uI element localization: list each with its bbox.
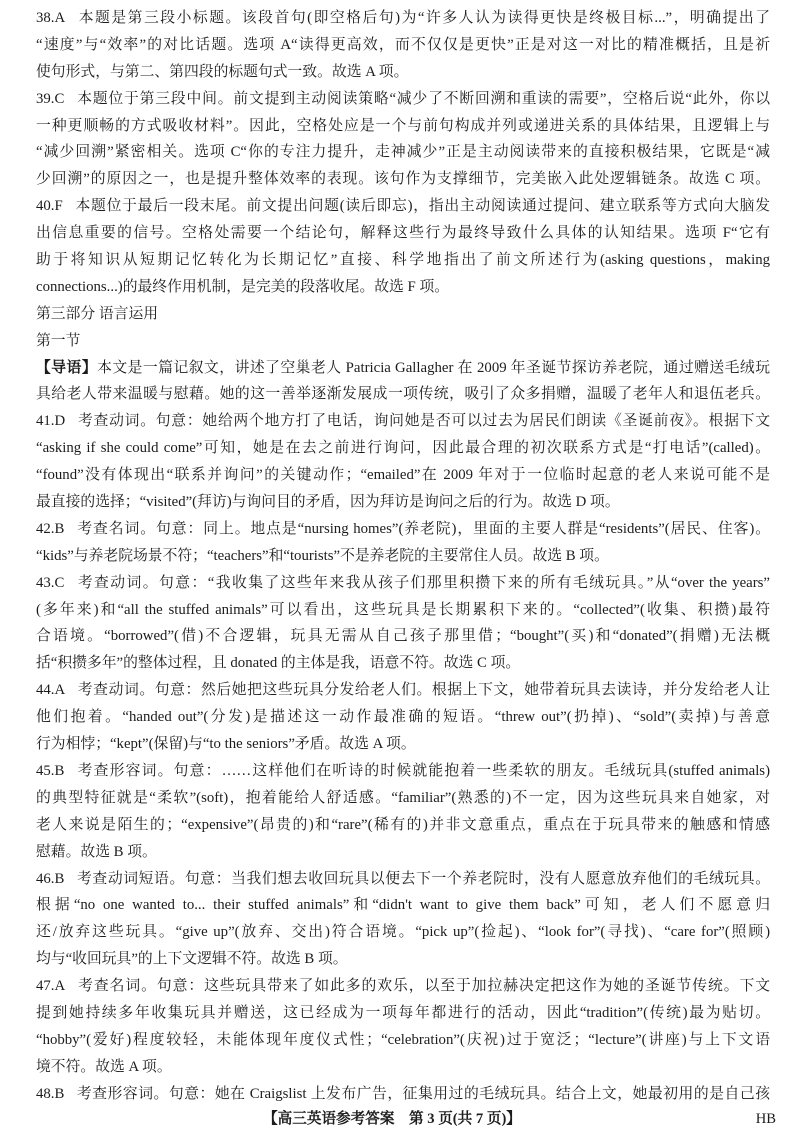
answer-43-line-4: 括“积攒多年”的整体过程，且 donated 的主体是我，语意不符。故选 C 项。 [36,655,521,672]
answer-43-line-3: 合语境。“borrowed”(借)不合逻辑，玩具无需从自己孩子那里借；“bought”(买)和“donated”(捐赠)无法概 [36,628,770,645]
answer-45-line-3: 老人来说是陌生的；“expensive”(昂贵的)和“rare”(稀有的)并非文意重点，重点在于玩具带来的触感和情感 [36,816,770,833]
answer-text: 本题位于第三段中间。前文提到主动阅读策略“减少了不断回溯和重读的需要”，空格后说“此外，你以 [76,90,770,107]
answer-text: 本题是第三段小标题。该段首句(即空格后句)为“许多人认为读得更快是终极目标...”，明确提出了 [77,10,770,26]
answer-41-line-3: “found”没有体现出“联系并询问”的关键动作；“emailed”在 2009 年对于一位临时起意的老人来说可能不是 [36,467,770,484]
answer-text: 考查动词。句意：她给两个地方打了电话，询问她是否可以过去为居民们朗读《圣诞前夜》。根据下文 [77,413,770,430]
intro-paragraph [36,355,770,409]
intro-line-2: 具给老人带来温暖与慰藉。她的这一善举逐渐发展成一项传统，吸引了众多捐赠，温暖了老年人和退伍老兵。 [36,386,770,403]
answer-38 [36,5,770,86]
page-footer [0,1108,800,1130]
answer-number: 44.A [36,682,66,699]
answer-48-line-1 [36,1081,770,1108]
section-heading: 第一节 [36,332,81,349]
answer-46-line-2: 根据“no one wanted to... their stuffed animals”和“didn't want to give them back”可知，老人们不愿意归 [36,897,770,914]
answer-40 [36,193,770,301]
answer-41-line-2: “asking if she could come”可知，她是在去之前进行询问，因此最合理的初次联系方式是“打电话”(called)。 [36,440,770,457]
answer-42-line-1 [36,516,770,543]
answer-43-line-2: (多年来)和“all the stuffed animals”可以看出，这些玩具是长期累积下来的。“collected”(收集、积攒)最符 [36,601,770,618]
answer-39-line-2: 一种更顺畅的方式吸收材料”。因此，空格处应是一个与前句构成并列或递进关系的具体结果，且逻辑上与 [36,117,770,134]
answer-44-line-3: 行为相悖；“kept”(保留)与“to the seniors”矛盾。故选 A 项。 [36,736,416,753]
answer-41 [36,408,770,516]
answer-44 [36,677,770,758]
answer-39-line-3: “减少回溯”紧密相关。选项 C“你的专注力提升，走神减少”正是主动阅读带来的直接积极结果，它既是“减 [36,144,770,161]
answer-47-line-3: “hobby”(爱好)程度较轻，未能体现年度仪式性；“celebration”(庆祝)过于宽泛；“lecture”(讲座)与上下文语 [36,1031,770,1048]
answer-48 [36,1081,770,1108]
intro-label: 【导语】 [36,359,98,376]
answer-number: 46.B [36,870,65,887]
answer-47-line-1 [36,973,770,1000]
answer-text: 考查名词。句意：这些玩具带来了如此多的欢乐，以至于加拉赫决定把这作为她的圣诞节传统。下文 [77,978,770,995]
answer-46 [36,866,770,974]
answer-number: 42.B [36,520,65,537]
answer-text: 考查动词。句意：然后她把这些玩具分发给老人们。根据上下文，她带着玩具去读诗，并分发给老人让 [77,682,770,699]
footer-code: HB [755,1111,776,1127]
answer-38-line-1 [36,5,770,32]
answer-40-line-2: 出信息重要的信号。空格处需要一个结论句，解释这些行为最终导致什么具体的认知结果。选项 F“它有 [36,225,770,242]
answer-text: 考查形容词。句意：……这样他们在听诗的时候就能抱着一些柔软的朋友。毛绒玩具(stuffed animals) [76,762,770,779]
answer-41-line-1 [36,408,770,435]
intro-line-1 [36,355,770,382]
answer-number: 38.A [36,10,66,26]
answer-45-line-1 [36,758,770,785]
answer-40-line-1 [36,193,770,220]
answer-40-line-3: 助于将知识从短期记忆转化为长期记忆”直接、科学地指出了前文所述行为(asking questions，making [36,252,770,269]
intro-text: 本文是一篇记叙文，讲述了空巢老人 Patricia Gallagher 在 2009 年圣诞节探访养老院，通过赠送毛绒玩 [97,359,770,376]
answer-46-line-4: 均与“收回玩具”的上下文逻辑不符。故选 B 项。 [36,951,348,968]
answer-number: 48.B [36,1085,65,1102]
answer-number: 40.F [36,198,63,215]
answer-39-line-4: 少回溯”的原因之一，也是提升整体效率的表现。该句作为支撑细节，完美嵌入此处逻辑链条。故选 C 项。 [36,171,770,188]
answer-45 [36,758,770,866]
answer-42 [36,516,770,570]
answer-text: 考查动词短语。句意：当我们想去收回玩具以便去下一个养老院时，没有人愿意放弃他们的毛绒玩具。 [76,870,770,887]
answer-43-line-1 [36,570,770,597]
answer-45-line-2: 的典型特征就是“柔软”(soft)，抱着能给人舒适感。“familiar”(熟悉的)不一定，因为这些玩具来自她家，对 [36,789,770,806]
answer-text: 本题位于最后一段末尾。前文提出问题(读后即忘)，指出主动阅读通过提问、建立联系等方式向大脑发 [74,198,770,215]
answer-number: 39.C [36,90,65,107]
answer-text: 考查形容词。句意：她在 Craigslist 上发布广告，征集用过的毛绒玩具。结合上文，她最初用的是自己孩 [76,1085,770,1102]
answer-number: 47.A [36,978,66,995]
answer-42-line-2: “kids”与养老院场景不符；“teachers”和“tourists”不是养老院的主要常住人员。故选 B 项。 [36,547,609,564]
answer-46-line-3: 还/放弃这些玩具。“give up”(放弃、交出)符合语境。“pick up”(捡起)、“look for”(寻找)、“care for”(照顾) [36,924,770,941]
answer-number: 43.C [36,574,65,591]
answer-39-line-1 [36,86,770,113]
answer-number: 45.B [36,762,65,779]
answer-47-line-4: 境不符。故选 A 项。 [36,1058,172,1075]
answer-44-line-2: 他们抱着。“handed out”(分发)是描述这一动作最准确的短语。“threw out”(扔掉)、“sold”(卖掉)与善意 [36,709,770,726]
answer-text: 考查名词。句意：同上。地点是“nursing homes”(养老院)，里面的主要人群是“residents”(居民、住客)。 [76,520,770,537]
answer-44-line-1 [36,677,770,704]
answer-41-line-4: 最直接的选择；“visited”(拜访)与询问目的矛盾，因为拜访是询问之后的行为。故选 D 项。 [36,494,620,511]
answer-38-line-3: 使句形式，与第二、第四段的标题句式一致。故选 A 项。 [36,63,409,80]
answer-text: 考查动词。句意：“我收集了这些年来我从孩子们那里积攒下来的所有毛绒玩具。”从“over the years” [76,574,770,591]
answer-38-line-2: “速度”与“效率”的对比话题。选项 A“读得更高效，而不仅仅是更快”正是对这一对比的精准概括，且是祈 [36,36,770,53]
answer-40-line-4: connections...)的最终作用机制，是完美的段落收尾。故选 F 项。 [36,278,450,295]
footer-title: 【高三英语参考答案 第 3 页(共 7 页)】 [263,1111,521,1127]
answer-39 [36,86,770,194]
answer-46-line-1 [36,866,770,893]
answer-43 [36,570,770,678]
answer-47-line-2: 提到她持续多年收集玩具并赠送，这已经成为一项每年都进行的活动，因此“tradition”(传统)最为贴切。 [36,1004,770,1021]
answer-45-line-4: 慰藉。故选 B 项。 [36,843,157,860]
answer-number: 41.D [36,413,66,430]
part-heading: 第三部分 语言运用 [36,305,159,322]
answer-key-page [36,5,770,1108]
answer-47 [36,973,770,1081]
